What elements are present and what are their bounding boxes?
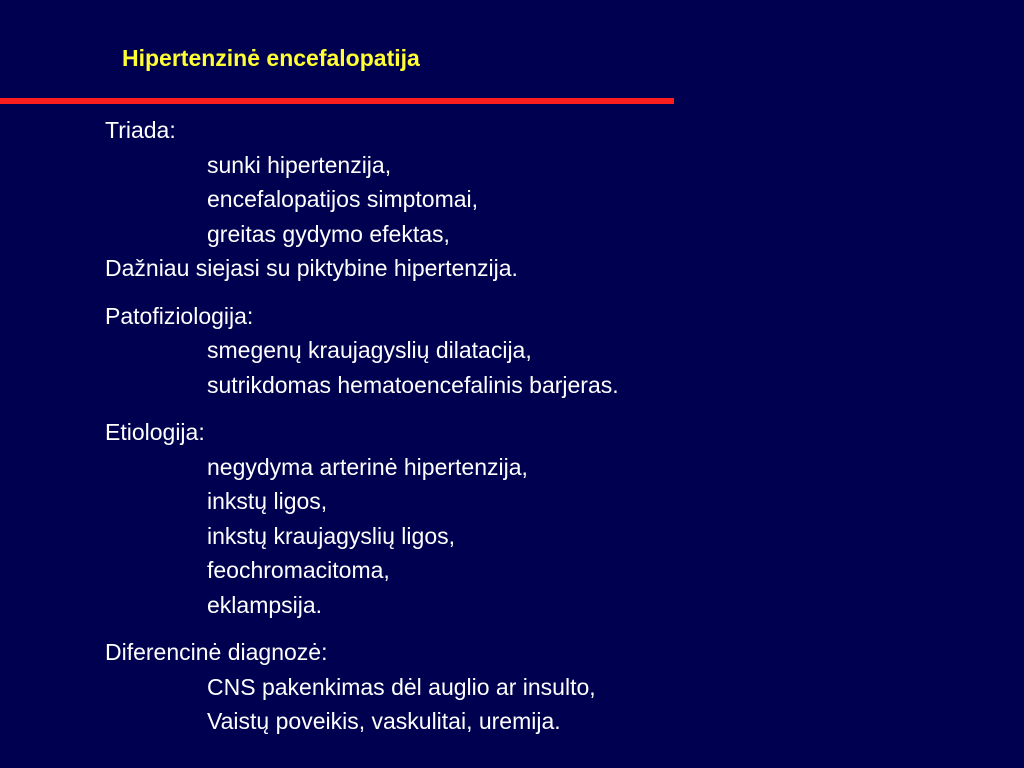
list-item: eklampsija.	[207, 591, 323, 618]
list-item: greitas gydymo efektas,	[207, 220, 450, 247]
list-item: inkstų ligos,	[207, 488, 328, 514]
list-item: sunki hipertenzija,	[207, 151, 392, 178]
list-item: CNS pakenkimas dėl auglio ar insulto,	[207, 673, 596, 700]
section-patofiziologija	[105, 299, 1005, 403]
section-triada	[105, 113, 1005, 286]
list-item: inkstų kraujagyslių ligos,	[207, 522, 456, 549]
section-heading: Triada:	[105, 117, 176, 143]
list-item: negydyma arterinė hipertenzija,	[207, 453, 528, 480]
slide-title: Hipertenzinė encefalopatija	[122, 45, 420, 71]
section-diferencine-diagnoze	[105, 635, 1005, 739]
section-heading: Patofiziologija:	[105, 302, 254, 329]
list-item: Vaistų poveikis, vaskulitai, uremija.	[207, 708, 561, 734]
list-item: feochromacitoma,	[207, 557, 390, 583]
list-item: encefalopatijos simptomai,	[207, 186, 479, 212]
section-etiologija	[105, 415, 1005, 622]
section-heading: Diferencinė diagnozė:	[105, 639, 328, 665]
title-underline-rule	[0, 98, 674, 104]
section-heading: Etiologija:	[105, 419, 205, 445]
list-item: sutrikdomas hematoencefalinis barjeras.	[207, 371, 619, 398]
list-item: smegenų kraujagyslių dilatacija,	[207, 337, 532, 363]
section-footer: Dažniau siejasi su piktybine hipertenzija.	[105, 255, 518, 281]
slide-body	[105, 113, 1005, 752]
